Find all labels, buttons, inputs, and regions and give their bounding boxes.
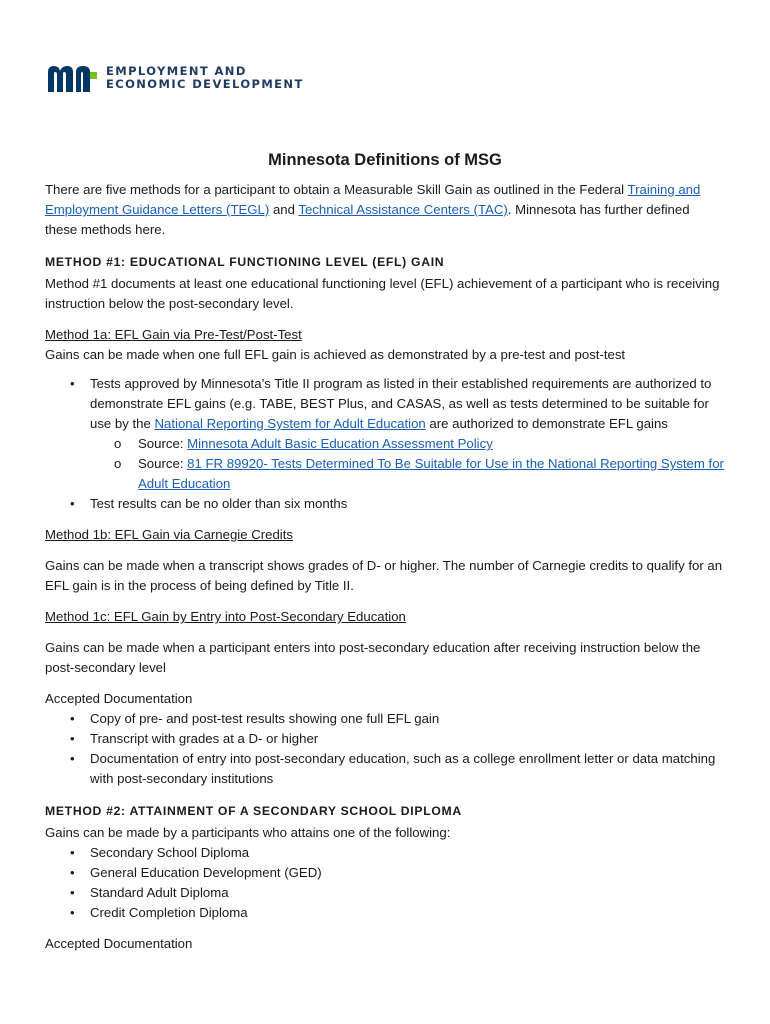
- method-1-heading: METHOD #1: EDUCATIONAL FUNCTIONING LEVEL (EFL) GAIN: [45, 255, 445, 269]
- method-2-heading: METHOD #2: ATTAINMENT OF A SECONDARY SCHOOL DIPLOMA: [45, 804, 462, 818]
- logo-line-2: ECONOMIC DEVELOPMENT: [106, 77, 304, 91]
- list-item: • General Education Development (GED): [90, 863, 725, 883]
- method-1c-list: [45, 709, 725, 789]
- method-1c-description: Gains can be made when a participant enters into post-secondary education after receiving instruction below the post-secondary level: [45, 640, 701, 675]
- method-1c-heading: Method 1c: EFL Gain by Entry into Post-Secondary Education: [45, 609, 406, 624]
- intro-text-2: and: [269, 202, 299, 217]
- document-body: [45, 150, 725, 954]
- method-1-description: Method #1 documents at least one educational functioning level (EFL) achievement of a participant who is receiving instruction below the post-secondary level.: [45, 276, 720, 311]
- tac-link[interactable]: Technical Assistance Centers (TAC): [298, 202, 508, 217]
- page-title: Minnesota Definitions of MSG: [268, 151, 502, 169]
- list-item: • Transcript with grades at a D- or higher: [90, 729, 725, 749]
- method-1b-heading: Method 1b: EFL Gain via Carnegie Credits: [45, 527, 293, 542]
- list-item: • Standard Adult Diploma: [90, 883, 725, 903]
- method-1a-heading: Method 1a: EFL Gain via Pre-Test/Post-Test: [45, 327, 302, 342]
- intro-text-3: . Minnesota has further defined these methods here.: [45, 202, 690, 237]
- intro-text-1: There are five methods for a participant to obtain a Measurable Skill Gain as outlined in the Federal: [45, 182, 628, 197]
- mn-logo-icon: [46, 62, 98, 94]
- tegl-link[interactable]: Training and Employment Guidance Letters (TEGL): [45, 182, 701, 217]
- method-1a-description: Gains can be made when one full EFL gain is achieved as demonstrated by a pre-test and post-test: [45, 347, 626, 362]
- source-label: Source:: [138, 436, 188, 451]
- logo-wordmark: [106, 65, 304, 91]
- method-2-list: [45, 843, 725, 923]
- method-1a-list: [45, 374, 725, 514]
- list-item: • Test results can be no older than six months: [90, 494, 725, 514]
- method-1c-accepted-label: Accepted Documentation: [45, 691, 193, 706]
- deed-logo: [46, 62, 304, 94]
- intro-paragraph: [45, 180, 725, 240]
- list-item: • Secondary School Diploma: [90, 843, 725, 863]
- method-1a-bullet-1-text-end: are authorized to demonstrate EFL gains: [425, 416, 668, 431]
- source-label: Source:: [138, 456, 188, 471]
- list-item: • Copy of pre- and post-test results showing one full EFL gain: [90, 709, 725, 729]
- list-item: [112, 434, 725, 454]
- sources-list: [90, 434, 725, 494]
- method-2-description: Gains can be made by a participants who attains one of the following:: [45, 825, 451, 840]
- nrs-link[interactable]: National Reporting System for Adult Education: [154, 416, 426, 431]
- method-2-accepted-label: Accepted Documentation: [45, 936, 193, 951]
- federal-register-link[interactable]: 81 FR 89920- Tests Determined To Be Suitable for Use in the National Reporting System for Adult Education: [138, 456, 724, 491]
- abe-assessment-policy-link[interactable]: Minnesota Adult Basic Education Assessment Policy: [187, 436, 493, 451]
- logo-line-1: EMPLOYMENT AND: [106, 64, 247, 78]
- list-item: [112, 454, 725, 494]
- list-item: • Credit Completion Diploma: [90, 903, 725, 923]
- method-1a-bullet-1-text: Tests approved by Minnesota’s Title II program as listed in their established requirements are authorized to demonstrate EFL gains (e.g. TABE, BEST Plus, and CASAS, as well as tests determined to be suitable for use by the: [90, 376, 712, 431]
- method-1b-description: Gains can be made when a transcript shows grades of D- or higher. The number of Carnegie credits to qualify for an EFL gain is in the process of being defined by Title II.: [45, 558, 723, 593]
- list-item: [90, 374, 725, 494]
- list-item: • Documentation of entry into post-secondary education, such as a college enrollment letter or data matching with post-secondary institutions: [90, 749, 725, 789]
